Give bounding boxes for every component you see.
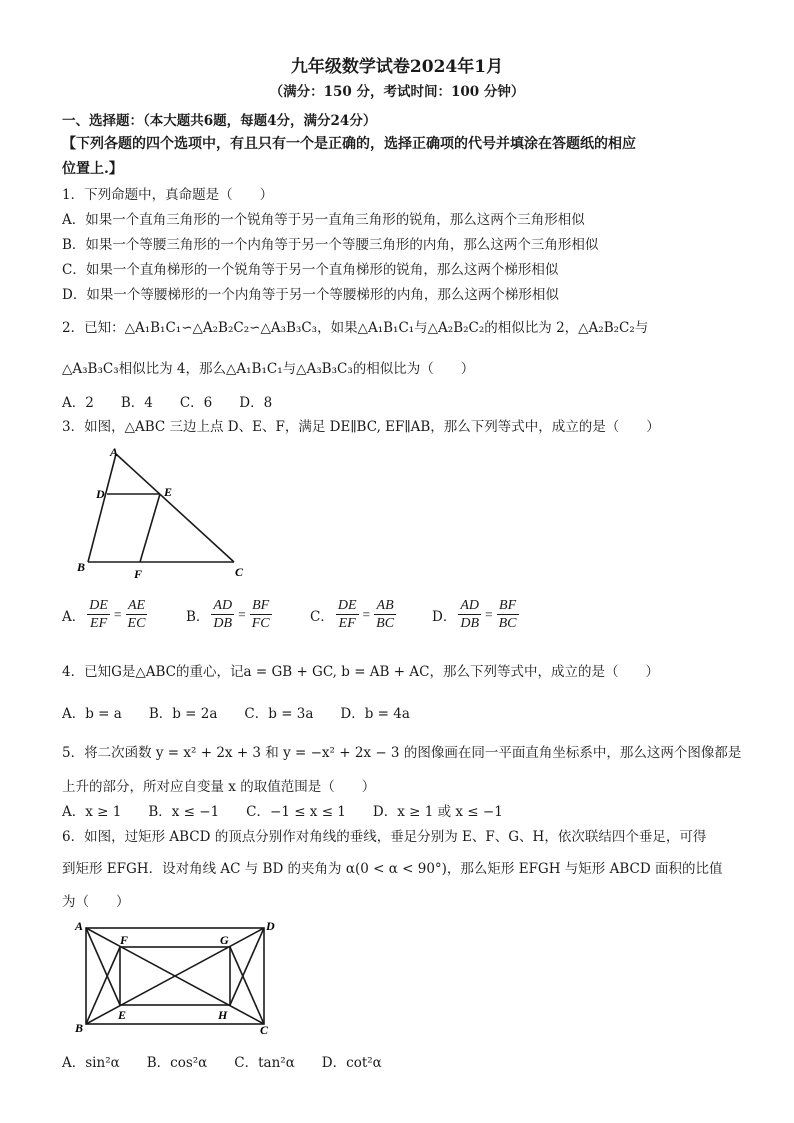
q6-label-g: G [220,933,229,947]
q3-option-b-frac2: $\frac{BF}{FC}$ [251,598,270,631]
q3-option-d: D． $\frac{AD}{DB}$ = $\frac{BF}{BC}$ [432,598,517,631]
q6-line1: 6．如图，过矩形 ABCD 的顶点分别作对角线的垂线，垂足分别为 E、F、G、H，依次联结四个垂足，可得 [62,829,707,845]
q3-option-b-frac1: $\frac{AD}{DB}$ [213,598,233,631]
section-instruction-line2: 位置上.】 [62,161,123,177]
q6-rectangle-figure [70,916,280,1038]
q6-options: A．sin²α B．cos²α C．tan²α D．cot²α [62,1055,382,1071]
q4-stem: 4．已知G是△ABC的重心，记a = GB + GC, b = AB + AC，那么下列等式中，成立的是（ ） [62,664,659,680]
q3-option-a-letter: A． [62,608,86,625]
q6-label-e: E [118,1008,127,1022]
q3-triangle-figure [72,444,252,584]
q2-line2: △A₃B₃C₃相似比为 4，那么△A₁B₁C₁与△A₃B₃C₃的相似比为（ ） [62,361,475,377]
q5-options: A．x ≥ 1 B．x ≤ −1 C．−1 ≤ x ≤ 1 D．x ≥ 1 或 x ≤ −1 [62,804,503,820]
q1-option-a: A．如果一个直角三角形的一个锐角等于另一直角三角形的锐角，那么这两个三角形相似 [62,212,585,228]
q3-option-c: C． $\frac{DE}{EF}$ = $\frac{AB}{BC}$ [310,598,395,631]
q3-option-c-letter: C． [310,608,334,625]
q3-option-d-letter: D． [432,608,457,625]
q3-option-a: A． $\frac{DE}{EF}$ = $\frac{AE}{EC}$ [62,598,146,631]
exam-title: 九年级数学试卷2024年1月 [290,57,504,77]
q3-label-c: C [235,565,244,579]
q3-option-b-letter: B． [186,608,210,625]
q3-option-a-frac2: $\frac{AE}{EC}$ [127,598,146,631]
q2-line1: 2．已知：△A₁B₁C₁∽△A₂B₂C₂∽△A₃B₃C₃，如果△A₁B₁C₁与△A₂B₂C₂的相似比为 2，△A₂B₂C₂与 [62,320,649,336]
q3-option-c-frac1: $\frac{DE}{EF}$ [337,598,357,631]
q3-side-ab [88,454,116,562]
q3-option-d-frac1: $\frac{AD}{DB}$ [460,598,479,631]
q1-option-b: B．如果一个等腰三角形的一个内角等于另一个等腰三角形的内角，那么这两个三角形相似 [62,237,599,253]
q5-line1: 5．将二次函数 y = x² + 2x + 3 和 y = −x² + 2x − 3 的图像画在同一平面直角坐标系中，那么这两个图像都是 [62,745,742,761]
q3-option-d-frac2: $\frac{BF}{BC}$ [498,598,517,631]
q6-perp-b [86,947,120,1024]
q6-perp-a [86,928,120,1005]
q6-label-a: A [75,919,84,933]
q5-line2: 上升的部分，所对应自变量 x 的取值范围是（ ） [62,779,376,795]
q6-label-d: D [266,919,275,933]
q6-perp-d [230,928,264,1005]
q6-label-b: B [75,1021,84,1035]
q3-label-d: D [96,487,105,501]
section-instruction-line1: 【下列各题的四个选项中，有且只有一个是正确的，选择正确项的代号并填涂在答题纸的相应 [62,136,636,152]
exam-subtitle: （满分：150 分，考试时间：100 分钟） [269,84,525,100]
q3-option-a-frac1: $\frac{DE}{EF}$ [89,598,108,631]
section-heading: 一、选择题：（本大题共6题，每题4分，满分24分） [62,113,377,129]
q3-option-c-frac2: $\frac{AB}{BC}$ [376,598,395,631]
q3-label-e: E [164,485,173,499]
q3-option-b: B． $\frac{AD}{DB}$ = $\frac{BF}{FC}$ [186,598,270,631]
q3-side-ac [116,454,234,562]
q6-line3: 为（ ） [62,894,130,910]
q3-label-f: F [134,567,143,581]
q6-label-c: C [260,1023,269,1037]
q6-label-h: H [218,1008,228,1022]
q3-label-a: A [110,445,119,459]
q1-option-d: D．如果一个等腰梯形的一个内角等于另一个等腰梯形的内角，那么这两个梯形相似 [62,287,559,303]
q1-option-c: C．如果一个直角梯形的一个锐角等于另一个直角梯形的锐角，那么这两个梯形相似 [62,262,559,278]
q3-label-b: B [77,560,86,574]
q1-stem: 1．下列命题中，真命题是（ ） [62,187,274,203]
q6-label-f: F [120,933,129,947]
q2-options: A．2 B．4 C．6 D．8 [62,395,273,411]
q3-segment-ef [140,494,160,562]
q6-perp-c [230,947,264,1024]
q6-line2: 到矩形 EFGH．设对角线 AC 与 BD 的夹角为 α(0 < α < 90°)，那么矩形 EFGH 与矩形 ABCD 面积的比值 [62,861,723,877]
q3-stem: 3．如图，△ABC 三边上点 D、E、F，满足 DE∥BC, EF∥AB，那么下列等式中，成立的是（ ） [62,419,660,435]
q4-options: A．b = a B．b = 2a C．b = 3a D．b = 4a [62,706,410,722]
